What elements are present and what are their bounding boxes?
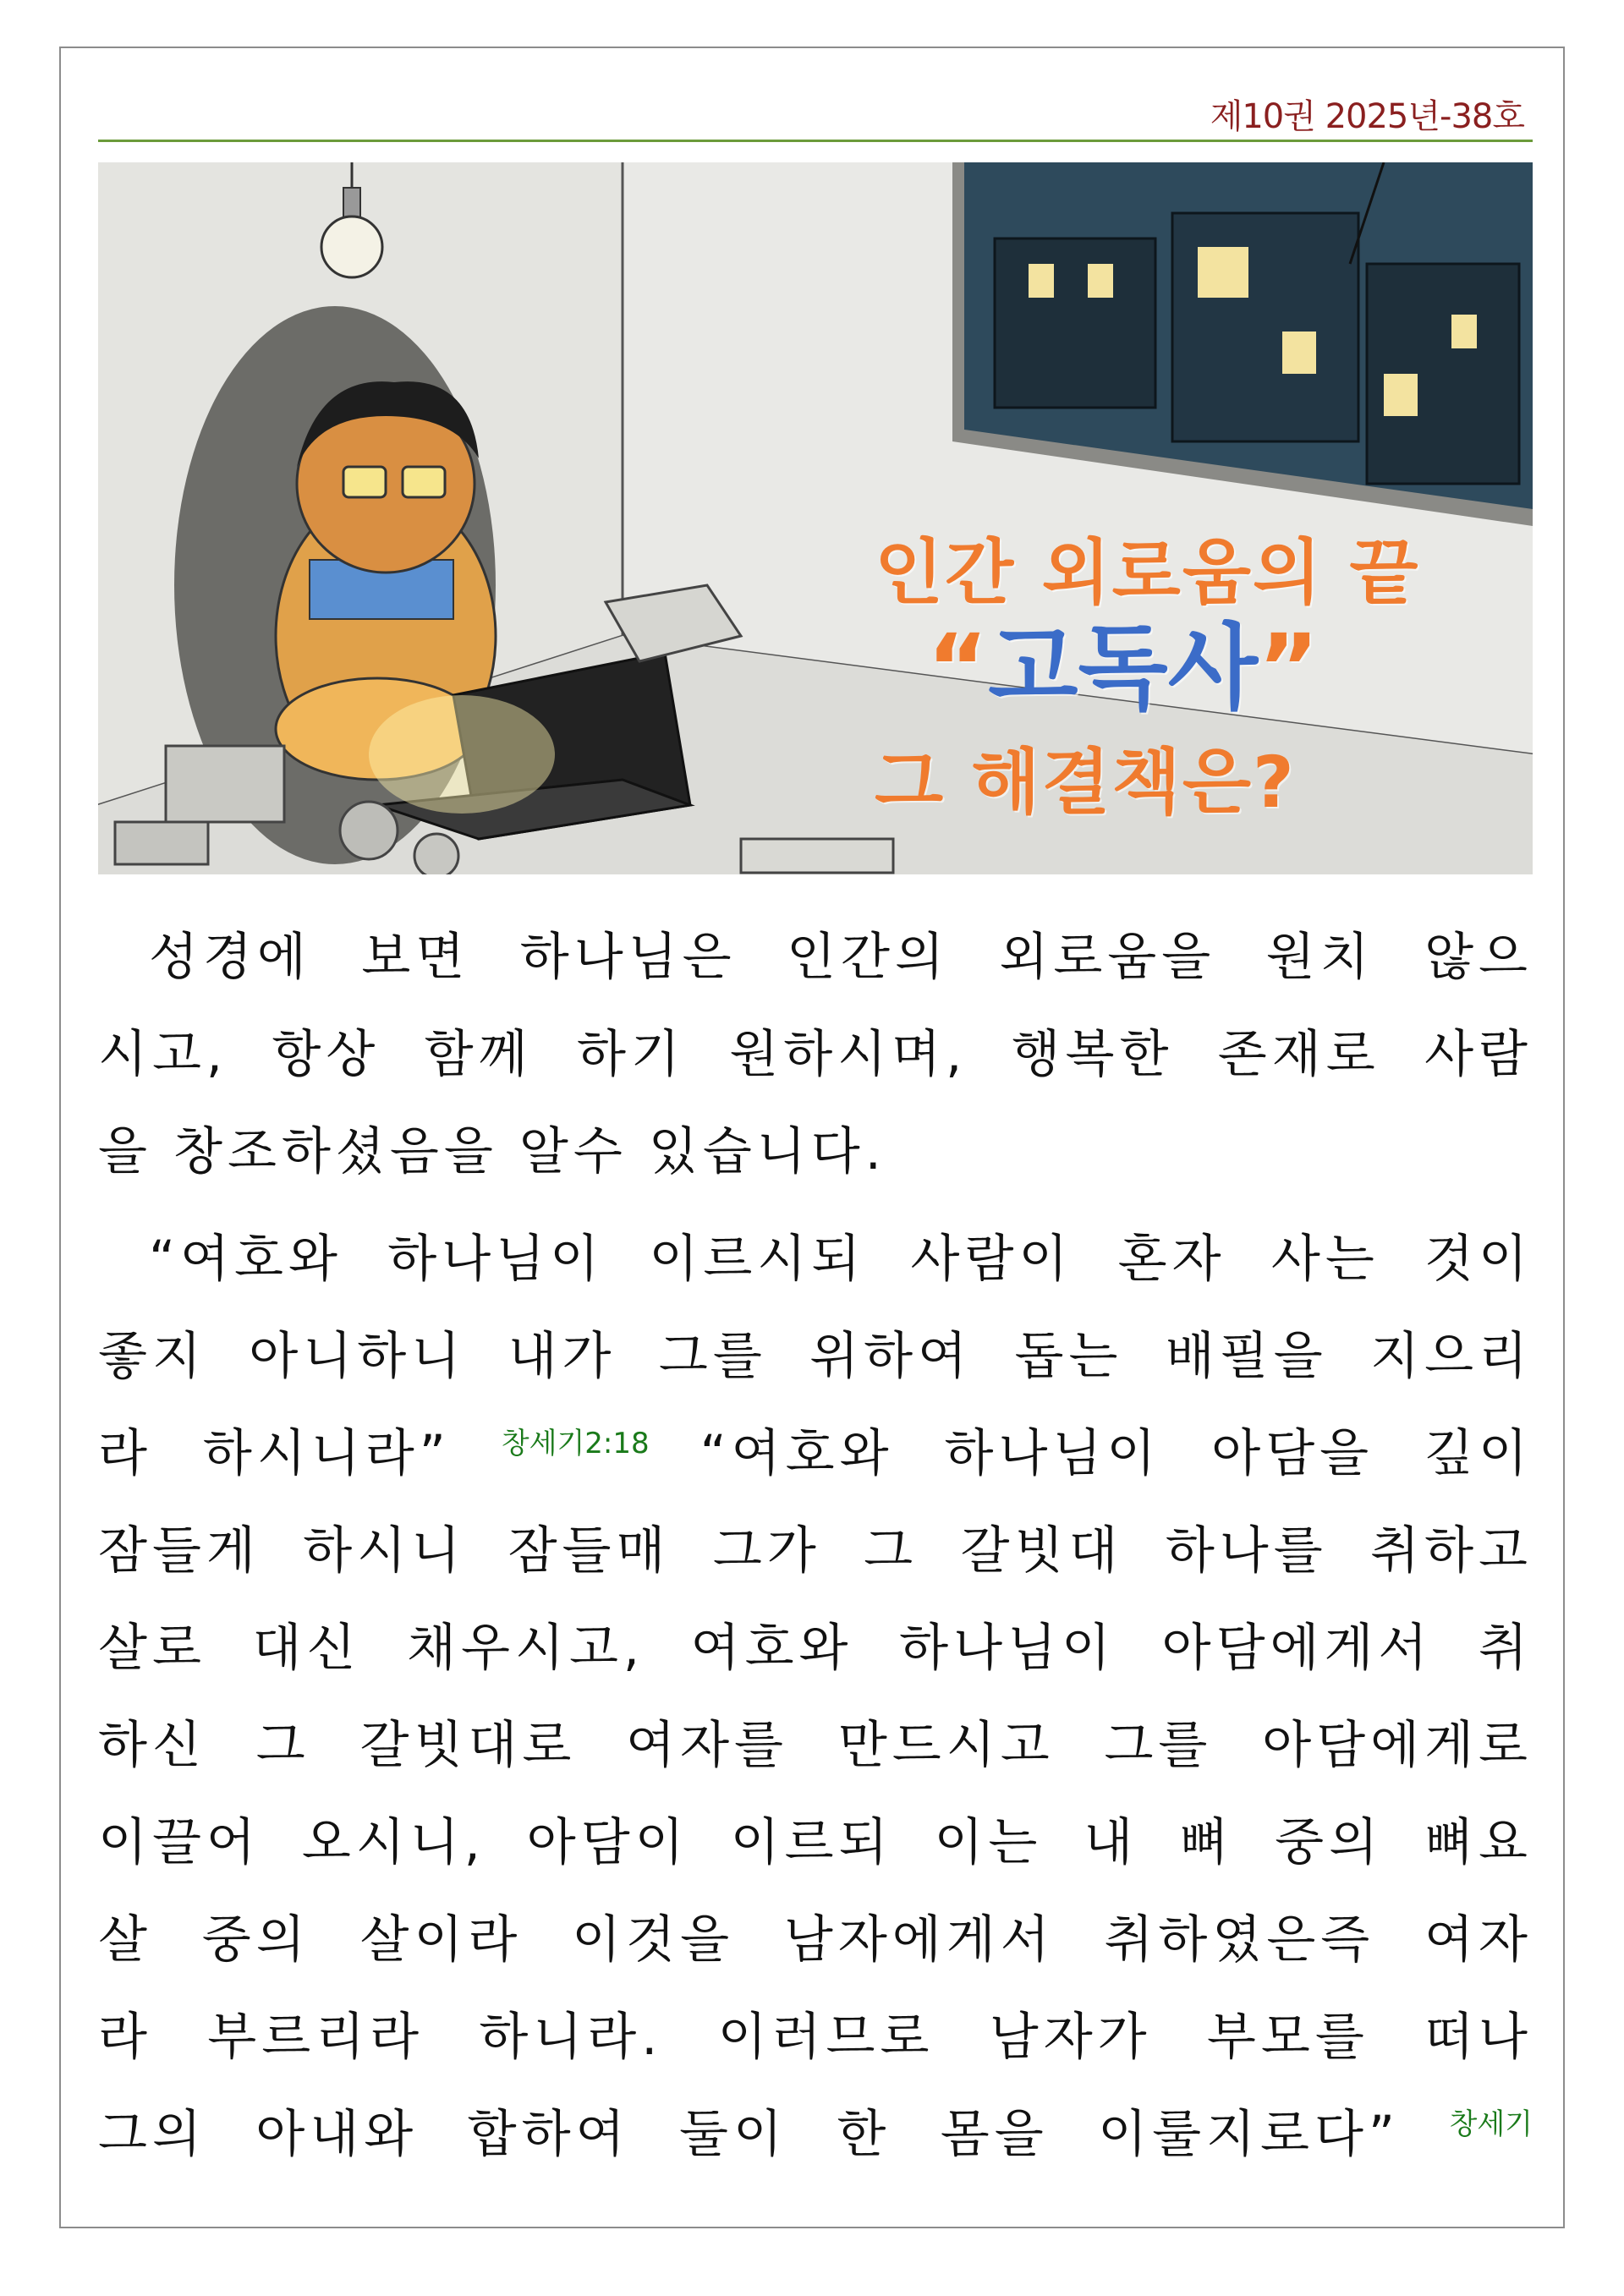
paragraph-line: “여호와 하나님이 이르시되 사람이 혼자 사는 것이 — [149, 1230, 1533, 1289]
paragraph-line: 을 창조하셨음을 알수 있습니다. — [98, 1122, 886, 1181]
paragraph-intro — [98, 909, 1533, 1201]
hero-title-word — [927, 594, 1319, 727]
lonely-death-word: 고독사 — [988, 614, 1259, 722]
hero-title-line1: 인간 외로움의 끝 — [875, 531, 1420, 614]
paragraph-line: 이끌어 오시니, 아담이 이르되 이는 내 뼈 중의 뼈요 — [98, 1813, 1533, 1872]
paragraph-line: 하신 그 갈빗대로 여자를 만드시고 그를 아담에게로 — [98, 1716, 1533, 1775]
hero-title-line3: 그 해결책은? — [875, 741, 1296, 824]
paragraph-line: 살 중의 살이라 이것을 남자에게서 취하였은즉 여자 — [98, 1910, 1533, 1970]
paragraph-line: 라 하시니라” $^{창세기2:18}$ “여호와 하나님이 아담을 깊이 — [98, 1424, 1533, 1483]
issue-header — [98, 85, 1533, 142]
paragraph-line: 성경에 보면 하나님은 인간의 외로움을 원치 않으 — [149, 928, 1533, 987]
scripture-reference: 창세기2:18 — [501, 1427, 650, 1460]
paragraph-line: 좋지 아니하니 내가 그를 위하여 돕는 배필을 지으리 — [98, 1327, 1533, 1386]
paragraph-line: 시고, 항상 함께 하기 원하시며, 행복한 존재로 사람 — [98, 1025, 1533, 1084]
issue-number: 제10권 2025년-38호 — [1210, 97, 1524, 136]
paragraph-line: 살로 대신 채우시고, 여호와 하나님이 아담에게서 취 — [98, 1619, 1533, 1678]
hero-illustration — [98, 162, 1533, 874]
paragraph-scripture — [98, 1211, 1533, 2184]
paragraph-line: 잠들게 하시니 잠들매 그가 그 갈빗대 하나를 취하고 — [98, 1521, 1533, 1581]
paragraph-line: 그의 아내와 합하여 둘이 한 몸을 이룰지로다” $^{창세기}$ — [98, 2105, 1533, 2164]
close-quote: ” — [1258, 614, 1320, 722]
paragraph-line: 라 부르리라 하니라. 이러므로 남자가 부모를 떠나 — [98, 2008, 1533, 2067]
open-quote: “ — [927, 614, 989, 722]
scripture-reference: 창세기 — [1449, 2107, 1533, 2141]
